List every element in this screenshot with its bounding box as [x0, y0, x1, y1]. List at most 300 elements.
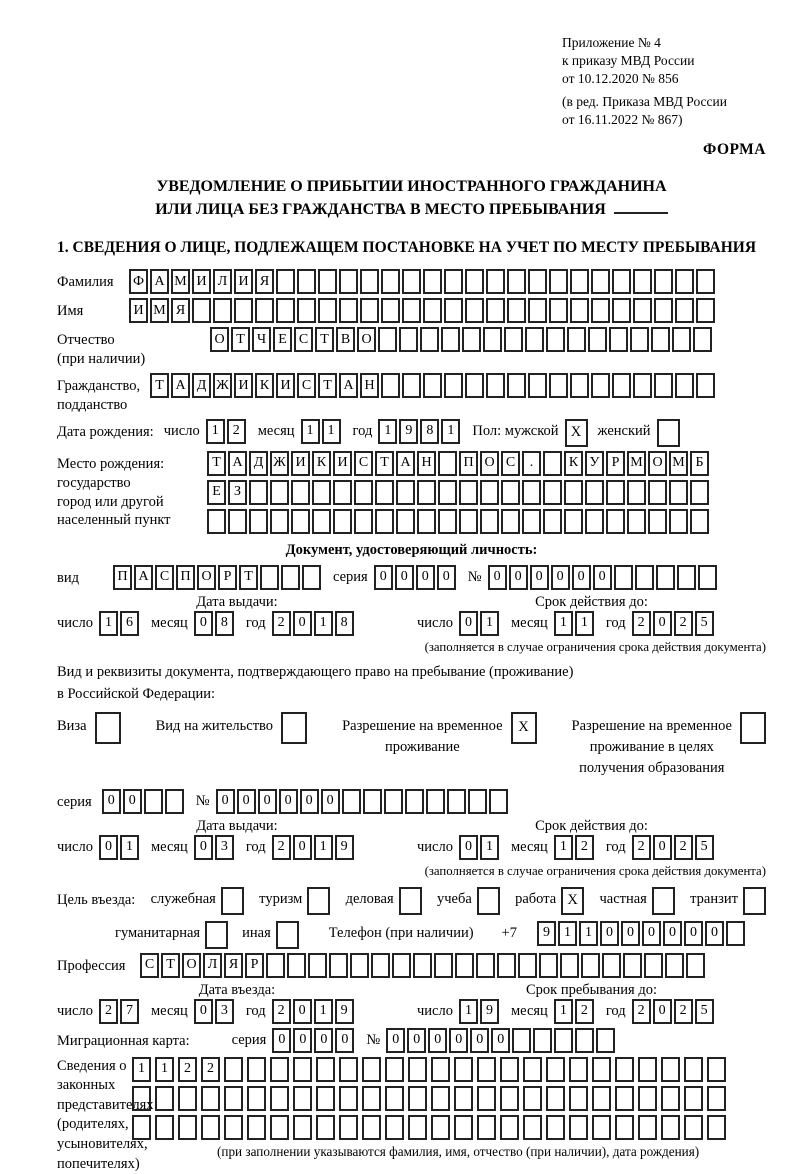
char-cell[interactable]: 2 [674, 999, 693, 1024]
char-cell[interactable] [696, 373, 715, 398]
char-cell[interactable]: С [140, 953, 159, 978]
char-cell[interactable]: 2 [227, 419, 246, 444]
char-cell[interactable] [570, 269, 589, 294]
char-cell[interactable]: 0 [194, 611, 213, 636]
char-cell[interactable] [588, 327, 607, 352]
char-cell[interactable] [609, 327, 628, 352]
char-cell[interactable] [696, 298, 715, 323]
char-cell[interactable] [669, 509, 688, 534]
char-cell[interactable]: 0 [335, 1028, 354, 1053]
char-cell[interactable]: 1 [206, 419, 225, 444]
char-cell[interactable]: В [336, 327, 355, 352]
expiry-year-cells[interactable] [632, 611, 716, 636]
char-cell[interactable] [287, 953, 306, 978]
char-cell[interactable] [402, 269, 421, 294]
char-cell[interactable] [654, 373, 673, 398]
purpose-other-checkbox[interactable] [276, 921, 299, 949]
char-cell[interactable] [549, 298, 568, 323]
char-cell[interactable]: 0 [279, 789, 298, 814]
char-cell[interactable]: Т [231, 327, 250, 352]
char-cell[interactable]: 0 [407, 1028, 426, 1053]
char-cell[interactable]: 1 [155, 1057, 174, 1082]
char-cell[interactable] [690, 509, 709, 534]
char-cell[interactable] [316, 1057, 335, 1082]
stay-day-cells[interactable] [459, 999, 501, 1024]
char-cell[interactable]: 2 [178, 1057, 197, 1082]
char-cell[interactable] [362, 1115, 381, 1140]
char-cell[interactable] [375, 509, 394, 534]
char-cell[interactable] [486, 298, 505, 323]
char-cell[interactable]: 0 [449, 1028, 468, 1053]
char-cell[interactable] [606, 509, 625, 534]
purpose-business-checkbox[interactable] [399, 887, 422, 915]
char-cell[interactable]: О [182, 953, 201, 978]
char-cell[interactable] [297, 269, 316, 294]
char-cell[interactable] [602, 953, 621, 978]
char-cell[interactable] [539, 953, 558, 978]
char-cell[interactable] [408, 1086, 427, 1111]
char-cell[interactable] [528, 298, 547, 323]
char-cell[interactable] [462, 327, 481, 352]
purpose-transit-checkbox[interactable] [743, 887, 766, 915]
char-cell[interactable]: Р [218, 565, 237, 590]
char-cell[interactable]: 0 [293, 999, 312, 1024]
char-cell[interactable] [447, 789, 466, 814]
char-cell[interactable]: 1 [322, 419, 341, 444]
char-cell[interactable]: П [113, 565, 132, 590]
char-cell[interactable]: 1 [378, 419, 397, 444]
char-cell[interactable] [247, 1086, 266, 1111]
char-cell[interactable] [501, 480, 520, 505]
char-cell[interactable] [614, 565, 633, 590]
char-cell[interactable] [378, 327, 397, 352]
char-cell[interactable] [564, 480, 583, 505]
representatives-cells-row-3[interactable] [132, 1115, 766, 1140]
char-cell[interactable] [192, 298, 211, 323]
char-cell[interactable] [293, 1115, 312, 1140]
char-cell[interactable] [291, 509, 310, 534]
char-cell[interactable] [543, 509, 562, 534]
char-cell[interactable]: 3 [215, 999, 234, 1024]
char-cell[interactable]: И [234, 373, 253, 398]
char-cell[interactable] [569, 1115, 588, 1140]
char-cell[interactable]: 1 [132, 1057, 151, 1082]
char-cell[interactable] [500, 1086, 519, 1111]
char-cell[interactable] [661, 1057, 680, 1082]
char-cell[interactable]: Л [213, 269, 232, 294]
char-cell[interactable]: И [129, 298, 148, 323]
char-cell[interactable]: Н [360, 373, 379, 398]
char-cell[interactable] [413, 953, 432, 978]
char-cell[interactable] [523, 1086, 542, 1111]
char-cell[interactable] [627, 509, 646, 534]
char-cell[interactable] [477, 1086, 496, 1111]
birthplace-cells-row-2[interactable] [207, 480, 711, 505]
char-cell[interactable] [408, 1115, 427, 1140]
char-cell[interactable] [396, 480, 415, 505]
char-cell[interactable]: 0 [551, 565, 570, 590]
char-cell[interactable]: 0 [237, 789, 256, 814]
char-cell[interactable] [581, 953, 600, 978]
char-cell[interactable]: С [155, 565, 174, 590]
char-cell[interactable]: 0 [491, 1028, 510, 1053]
residence-number-cells[interactable] [216, 789, 510, 814]
char-cell[interactable] [385, 1086, 404, 1111]
char-cell[interactable] [339, 1115, 358, 1140]
char-cell[interactable]: 9 [399, 419, 418, 444]
char-cell[interactable] [528, 269, 547, 294]
char-cell[interactable] [476, 953, 495, 978]
char-cell[interactable]: Ч [252, 327, 271, 352]
char-cell[interactable] [329, 953, 348, 978]
char-cell[interactable] [612, 269, 631, 294]
char-cell[interactable]: 7 [120, 999, 139, 1024]
char-cell[interactable] [381, 269, 400, 294]
entry-day-cells[interactable] [99, 999, 141, 1024]
char-cell[interactable] [438, 480, 457, 505]
char-cell[interactable]: 0 [272, 1028, 291, 1053]
char-cell[interactable] [726, 921, 745, 946]
char-cell[interactable] [308, 953, 327, 978]
char-cell[interactable]: З [228, 480, 247, 505]
sex-female-checkbox[interactable] [657, 419, 680, 447]
char-cell[interactable]: Ж [213, 373, 232, 398]
char-cell[interactable] [293, 1057, 312, 1082]
issue-month-cells[interactable] [194, 611, 236, 636]
char-cell[interactable] [207, 509, 226, 534]
char-cell[interactable]: Д [192, 373, 211, 398]
char-cell[interactable] [362, 1086, 381, 1111]
char-cell[interactable] [417, 509, 436, 534]
char-cell[interactable]: 1 [558, 921, 577, 946]
char-cell[interactable]: 1 [480, 835, 499, 860]
char-cell[interactable]: 5 [695, 835, 714, 860]
char-cell[interactable] [654, 269, 673, 294]
char-cell[interactable]: 2 [575, 835, 594, 860]
char-cell[interactable]: О [197, 565, 216, 590]
char-cell[interactable] [672, 327, 691, 352]
char-cell[interactable] [591, 298, 610, 323]
char-cell[interactable] [549, 373, 568, 398]
char-cell[interactable]: Р [245, 953, 264, 978]
entry-month-cells[interactable] [194, 999, 236, 1024]
char-cell[interactable] [500, 1115, 519, 1140]
char-cell[interactable]: 0 [593, 565, 612, 590]
char-cell[interactable]: 8 [215, 611, 234, 636]
char-cell[interactable]: Б [690, 451, 709, 476]
char-cell[interactable] [270, 509, 289, 534]
char-cell[interactable]: 2 [272, 611, 291, 636]
char-cell[interactable] [654, 298, 673, 323]
char-cell[interactable] [656, 565, 675, 590]
char-cell[interactable] [633, 269, 652, 294]
char-cell[interactable]: 1 [441, 419, 460, 444]
char-cell[interactable] [684, 1057, 703, 1082]
char-cell[interactable]: 0 [293, 835, 312, 860]
char-cell[interactable] [316, 1115, 335, 1140]
char-cell[interactable] [623, 953, 642, 978]
char-cell[interactable] [693, 327, 712, 352]
char-cell[interactable]: 0 [216, 789, 235, 814]
residence-issue-month-cells[interactable] [194, 835, 236, 860]
char-cell[interactable] [213, 298, 232, 323]
char-cell[interactable]: 1 [301, 419, 320, 444]
char-cell[interactable] [444, 269, 463, 294]
char-cell[interactable] [638, 1057, 657, 1082]
profession-cells[interactable] [140, 953, 707, 978]
char-cell[interactable]: Т [207, 451, 226, 476]
char-cell[interactable] [612, 298, 631, 323]
char-cell[interactable]: 3 [215, 835, 234, 860]
char-cell[interactable]: 0 [509, 565, 528, 590]
char-cell[interactable] [528, 373, 547, 398]
char-cell[interactable]: 2 [272, 835, 291, 860]
char-cell[interactable]: И [276, 373, 295, 398]
char-cell[interactable] [360, 298, 379, 323]
char-cell[interactable] [293, 1086, 312, 1111]
char-cell[interactable] [523, 1057, 542, 1082]
char-cell[interactable]: 9 [480, 999, 499, 1024]
char-cell[interactable] [696, 269, 715, 294]
char-cell[interactable]: 0 [684, 921, 703, 946]
char-cell[interactable]: 0 [386, 1028, 405, 1053]
char-cell[interactable]: 1 [120, 835, 139, 860]
residence-issue-day-cells[interactable] [99, 835, 141, 860]
char-cell[interactable] [638, 1086, 657, 1111]
char-cell[interactable]: 0 [395, 565, 414, 590]
char-cell[interactable]: 0 [258, 789, 277, 814]
char-cell[interactable] [591, 269, 610, 294]
char-cell[interactable]: 0 [642, 921, 661, 946]
char-cell[interactable] [247, 1057, 266, 1082]
char-cell[interactable] [144, 789, 163, 814]
char-cell[interactable] [543, 480, 562, 505]
char-cell[interactable]: 0 [428, 1028, 447, 1053]
char-cell[interactable] [507, 373, 526, 398]
purpose-humanitarian-checkbox[interactable] [205, 921, 228, 949]
char-cell[interactable] [339, 1057, 358, 1082]
char-cell[interactable] [399, 327, 418, 352]
char-cell[interactable] [354, 509, 373, 534]
char-cell[interactable] [454, 1057, 473, 1082]
char-cell[interactable] [266, 953, 285, 978]
char-cell[interactable] [426, 789, 445, 814]
char-cell[interactable]: 1 [314, 835, 333, 860]
purpose-study-checkbox[interactable] [477, 887, 500, 915]
char-cell[interactable]: 0 [600, 921, 619, 946]
char-cell[interactable]: 2 [575, 999, 594, 1024]
char-cell[interactable] [533, 1028, 552, 1053]
char-cell[interactable] [255, 298, 274, 323]
residence-permit-checkbox[interactable] [281, 712, 307, 744]
char-cell[interactable] [560, 953, 579, 978]
char-cell[interactable]: О [480, 451, 499, 476]
char-cell[interactable]: М [627, 451, 646, 476]
char-cell[interactable] [633, 373, 652, 398]
char-cell[interactable]: 6 [120, 611, 139, 636]
char-cell[interactable]: А [171, 373, 190, 398]
char-cell[interactable] [468, 789, 487, 814]
char-cell[interactable] [459, 480, 478, 505]
purpose-tourism-checkbox[interactable] [307, 887, 330, 915]
char-cell[interactable]: 0 [530, 565, 549, 590]
char-cell[interactable] [483, 327, 502, 352]
char-cell[interactable] [592, 1086, 611, 1111]
char-cell[interactable] [606, 480, 625, 505]
char-cell[interactable]: . [522, 451, 541, 476]
char-cell[interactable] [381, 373, 400, 398]
char-cell[interactable]: Ф [129, 269, 148, 294]
char-cell[interactable]: Т [315, 327, 334, 352]
char-cell[interactable] [312, 480, 331, 505]
char-cell[interactable] [596, 1028, 615, 1053]
char-cell[interactable] [675, 298, 694, 323]
char-cell[interactable] [480, 480, 499, 505]
char-cell[interactable]: 1 [99, 611, 118, 636]
char-cell[interactable] [405, 789, 424, 814]
sex-male-checkbox[interactable]: X [565, 419, 588, 447]
char-cell[interactable] [431, 1086, 450, 1111]
char-cell[interactable]: Я [171, 298, 190, 323]
char-cell[interactable] [234, 298, 253, 323]
char-cell[interactable]: Т [375, 451, 394, 476]
char-cell[interactable] [549, 269, 568, 294]
char-cell[interactable] [396, 509, 415, 534]
char-cell[interactable]: У [585, 451, 604, 476]
char-cell[interactable]: Д [249, 451, 268, 476]
char-cell[interactable]: 0 [459, 835, 478, 860]
char-cell[interactable] [497, 953, 516, 978]
char-cell[interactable] [648, 509, 667, 534]
char-cell[interactable]: Т [161, 953, 180, 978]
char-cell[interactable] [441, 327, 460, 352]
char-cell[interactable] [434, 953, 453, 978]
char-cell[interactable] [707, 1057, 726, 1082]
char-cell[interactable] [224, 1057, 243, 1082]
char-cell[interactable] [486, 373, 505, 398]
char-cell[interactable]: Е [273, 327, 292, 352]
char-cell[interactable] [165, 789, 184, 814]
char-cell[interactable] [489, 789, 508, 814]
char-cell[interactable]: 2 [632, 999, 651, 1024]
purpose-official-checkbox[interactable] [221, 887, 244, 915]
char-cell[interactable]: 1 [554, 999, 573, 1024]
char-cell[interactable]: С [501, 451, 520, 476]
char-cell[interactable] [276, 269, 295, 294]
char-cell[interactable] [512, 1028, 531, 1053]
expiry-day-cells[interactable] [459, 611, 501, 636]
birth-year-cells[interactable] [378, 419, 462, 444]
purpose-work-checkbox[interactable]: X [561, 887, 584, 915]
char-cell[interactable] [260, 565, 279, 590]
char-cell[interactable] [522, 509, 541, 534]
residence-series-cells[interactable] [102, 789, 186, 814]
expiry-month-cells[interactable] [554, 611, 596, 636]
char-cell[interactable]: 1 [554, 611, 573, 636]
char-cell[interactable]: 0 [123, 789, 142, 814]
char-cell[interactable] [698, 565, 717, 590]
char-cell[interactable] [281, 565, 300, 590]
char-cell[interactable] [454, 1086, 473, 1111]
char-cell[interactable] [615, 1115, 634, 1140]
char-cell[interactable] [385, 1057, 404, 1082]
char-cell[interactable] [302, 565, 321, 590]
char-cell[interactable]: 1 [575, 611, 594, 636]
char-cell[interactable] [570, 373, 589, 398]
char-cell[interactable] [564, 509, 583, 534]
doc-kind-cells[interactable] [113, 565, 323, 590]
char-cell[interactable] [438, 451, 457, 476]
char-cell[interactable] [638, 1115, 657, 1140]
char-cell[interactable] [612, 373, 631, 398]
char-cell[interactable] [270, 1057, 289, 1082]
char-cell[interactable]: 1 [554, 835, 573, 860]
char-cell[interactable] [247, 1115, 266, 1140]
char-cell[interactable]: С [294, 327, 313, 352]
char-cell[interactable]: М [171, 269, 190, 294]
char-cell[interactable] [567, 327, 586, 352]
char-cell[interactable] [525, 327, 544, 352]
char-cell[interactable] [423, 269, 442, 294]
char-cell[interactable] [546, 1086, 565, 1111]
char-cell[interactable]: Е [207, 480, 226, 505]
char-cell[interactable] [297, 298, 316, 323]
char-cell[interactable] [408, 1057, 427, 1082]
issue-day-cells[interactable] [99, 611, 141, 636]
char-cell[interactable]: М [669, 451, 688, 476]
char-cell[interactable] [362, 1057, 381, 1082]
char-cell[interactable] [707, 1086, 726, 1111]
char-cell[interactable] [627, 480, 646, 505]
char-cell[interactable] [385, 1115, 404, 1140]
char-cell[interactable] [677, 565, 696, 590]
char-cell[interactable] [431, 1115, 450, 1140]
char-cell[interactable] [661, 1115, 680, 1140]
patronymic-cells[interactable] [210, 327, 714, 352]
char-cell[interactable]: 0 [99, 835, 118, 860]
char-cell[interactable] [592, 1057, 611, 1082]
char-cell[interactable] [318, 298, 337, 323]
citizenship-cells[interactable] [150, 373, 717, 398]
residence-expiry-day-cells[interactable] [459, 835, 501, 860]
char-cell[interactable] [465, 373, 484, 398]
char-cell[interactable]: 0 [459, 611, 478, 636]
char-cell[interactable]: 8 [420, 419, 439, 444]
char-cell[interactable]: Я [224, 953, 243, 978]
char-cell[interactable]: 1 [314, 611, 333, 636]
char-cell[interactable] [630, 327, 649, 352]
char-cell[interactable] [501, 509, 520, 534]
char-cell[interactable] [333, 509, 352, 534]
char-cell[interactable]: 0 [300, 789, 319, 814]
char-cell[interactable]: 0 [293, 1028, 312, 1053]
char-cell[interactable] [554, 1028, 573, 1053]
char-cell[interactable] [585, 509, 604, 534]
char-cell[interactable]: 1 [480, 611, 499, 636]
char-cell[interactable]: 0 [416, 565, 435, 590]
birthplace-cells-row-1[interactable] [207, 451, 711, 476]
char-cell[interactable] [518, 953, 537, 978]
char-cell[interactable] [675, 269, 694, 294]
doc-series-cells[interactable] [374, 565, 458, 590]
char-cell[interactable]: И [234, 269, 253, 294]
char-cell[interactable] [480, 509, 499, 534]
char-cell[interactable]: Р [606, 451, 625, 476]
char-cell[interactable]: 2 [632, 611, 651, 636]
stay-month-cells[interactable] [554, 999, 596, 1024]
purpose-private-checkbox[interactable] [652, 887, 675, 915]
char-cell[interactable]: П [176, 565, 195, 590]
